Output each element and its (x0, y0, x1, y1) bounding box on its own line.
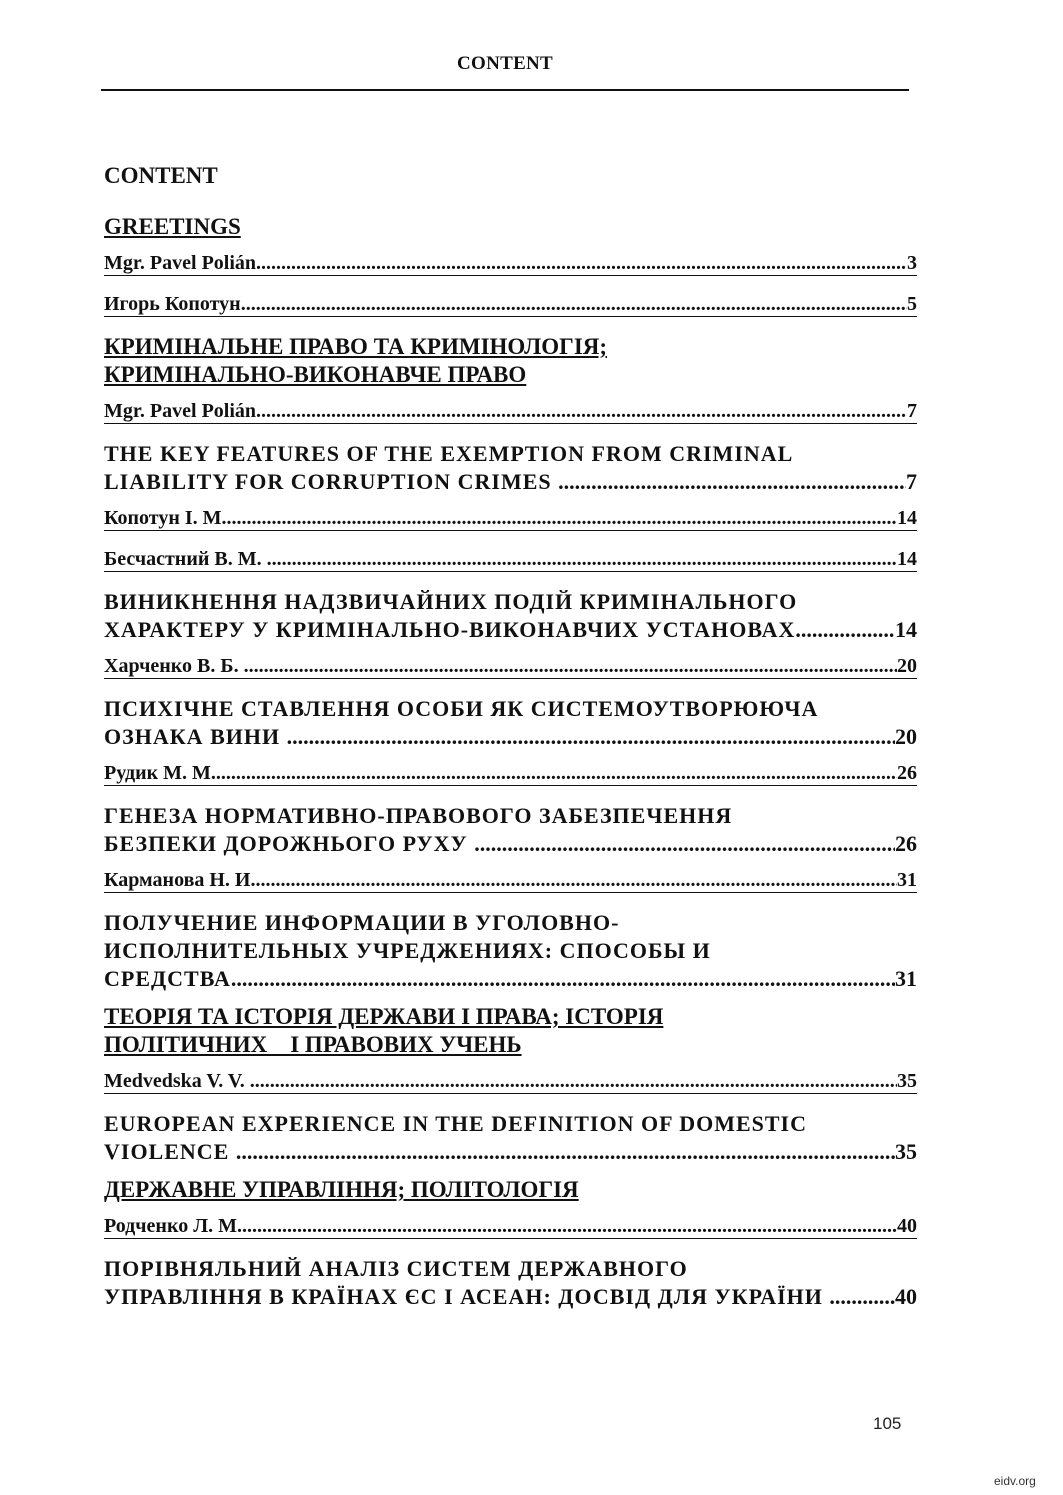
section-heading-line: ДЕРЖАВНЕ УПРАВЛІННЯ; ПОЛІТОЛОГІЯ (104, 1177, 579, 1202)
dot-leader (267, 547, 897, 571)
page-ref: 14 (897, 507, 917, 529)
page-ref: 14 (897, 548, 917, 570)
title-line: ПОЛУЧЕНИЕ ИНФОРМАЦИИ В УГОЛОВНО- (104, 910, 620, 935)
page-ref: 40 (897, 1215, 917, 1237)
dot-leader (795, 616, 895, 644)
toc-author-entry[interactable] (104, 1069, 917, 1094)
title-line: LIABILITY FOR CORRUPTION CRIMES (104, 469, 559, 494)
dot-leader (242, 1214, 897, 1238)
title-line: EUROPEAN EXPERIENCE IN THE DEFINITION OF DOMESTIC (104, 1111, 807, 1136)
toc-article-title[interactable] (104, 588, 917, 644)
table-of-contents (104, 157, 917, 1321)
toc-author-entry[interactable] (104, 506, 917, 531)
page-ref: 31 (897, 869, 917, 891)
dot-leader (256, 399, 907, 423)
toc-title: CONTENT (104, 163, 218, 188)
page-ref: 5 (907, 293, 917, 315)
toc-entries (104, 213, 917, 1311)
toc-author-entry[interactable] (104, 761, 917, 786)
toc-section-heading[interactable] (104, 213, 917, 241)
page-ref: 40 (895, 1284, 917, 1309)
section-heading-line: КРИМІНАЛЬНЕ ПРАВО ТА КРИМІНОЛОГІЯ; (104, 334, 608, 359)
dot-leader (558, 468, 906, 496)
header-rule (101, 89, 909, 91)
author-name: Mgr. Pavel Polián (104, 252, 257, 274)
author-name: Игорь Копотун (104, 293, 241, 315)
title-line: БЕЗПЕКИ ДОРОЖНЬОГО РУХУ (104, 831, 475, 856)
toc-author-entry[interactable] (104, 399, 917, 424)
toc-author-entry[interactable] (104, 547, 917, 572)
dot-leader (244, 654, 897, 678)
title-line: ВИНИКНЕННЯ НАДЗВИЧАЙНИХ ПОДІЙ КРИМІНАЛЬНОГО (104, 589, 798, 614)
page-ref: 35 (897, 1070, 917, 1092)
dot-leader (255, 868, 897, 892)
title-line: СРЕДСТВА (104, 966, 231, 991)
section-heading-line: GREETINGS (104, 214, 241, 239)
toc-author-entry[interactable] (104, 1214, 917, 1239)
toc-article-title[interactable] (104, 1255, 917, 1311)
author-name: Харченко В. Б. (104, 655, 244, 677)
title-line: ИСПОЛНИТЕЛЬНЫХ УЧРЕДЖЕНИЯХ: СПОСОБЫ И (104, 938, 711, 963)
dot-leader (216, 761, 897, 785)
page-ref: 20 (897, 655, 917, 677)
page-ref: 7 (907, 400, 917, 422)
dot-leader (241, 292, 907, 316)
running-header: CONTENT (456, 53, 554, 74)
toc-article-title[interactable] (104, 1110, 917, 1166)
page-ref: 26 (895, 831, 917, 856)
toc-section-heading[interactable] (104, 333, 917, 389)
author-name: Родченко Л. М. (104, 1215, 242, 1237)
dot-leader (231, 965, 895, 993)
title-line: ОЗНАКА ВИНИ (104, 724, 287, 749)
page-ref: 7 (906, 469, 917, 494)
title-line: ПСИХІЧНЕ СТАВЛЕННЯ ОСОБИ ЯК СИСТЕМОУТВОРЮЮЧА (104, 696, 819, 721)
dot-leader (227, 506, 897, 530)
title-line: ХАРАКТЕРУ У КРИМІНАЛЬНО-ВИКОНАВЧИХ УСТАНОВАХ (104, 617, 796, 642)
dot-leader (829, 1283, 895, 1311)
title-line: ГЕНЕЗА НОРМАТИВНО-ПРАВОВОГО ЗАБЕЗПЕЧЕННЯ (104, 803, 733, 828)
dot-leader (287, 723, 895, 751)
watermark: eidv.org (994, 1474, 1036, 1488)
toc-section-heading[interactable] (104, 1003, 917, 1059)
author-name: Бесчастний В. М. (104, 548, 267, 570)
toc-author-entry[interactable] (104, 292, 917, 317)
toc-author-entry[interactable] (104, 868, 917, 893)
title-line: ПОРІВНЯЛЬНИЙ АНАЛІЗ СИСТЕМ ДЕРЖАВНОГО (104, 1256, 688, 1281)
page-ref: 14 (895, 617, 917, 642)
toc-article-title[interactable] (104, 440, 917, 496)
toc-article-title[interactable] (104, 695, 917, 751)
author-name: Рудик М. М. (104, 762, 216, 784)
toc-article-title[interactable] (104, 802, 917, 858)
page-ref: 26 (897, 762, 917, 784)
toc-section-heading[interactable] (104, 1176, 917, 1204)
author-name: Mgr. Pavel Polián (104, 400, 257, 422)
title-line: THE KEY FEATURES OF THE EXEMPTION FROM CRIMINAL (104, 441, 794, 466)
page-ref: 20 (895, 724, 917, 749)
toc-author-entry[interactable] (104, 654, 917, 679)
dot-leader (474, 830, 895, 858)
page-number: 105 (873, 1414, 902, 1433)
section-heading-line: КРИМІНАЛЬНО-ВИКОНАВЧЕ ПРАВО (104, 362, 527, 387)
dot-leader (256, 251, 907, 275)
author-name: Копотун І. М. (104, 507, 227, 529)
page-ref: 3 (907, 252, 917, 274)
page-ref: 35 (895, 1139, 917, 1164)
section-heading-line: ТЕОРІЯ ТА ІСТОРІЯ ДЕРЖАВИ І ПРАВА; ІСТОРІЯ (104, 1004, 664, 1029)
title-line: VIOLENCE (104, 1139, 236, 1164)
author-name: Medvedska V. V. (104, 1070, 250, 1092)
toc-article-title[interactable] (104, 909, 917, 993)
author-name: Карманова Н. И. (104, 869, 256, 891)
dot-leader (250, 1069, 897, 1093)
title-line: УПРАВЛІННЯ В КРАЇНАХ ЄС І АСЕАН: ДОСВІД ДЛЯ УКРАЇНИ (104, 1284, 830, 1309)
section-heading-line: ПОЛІТИЧНИХ І ПРАВОВИХ УЧЕНЬ (104, 1032, 522, 1057)
page-ref: 31 (895, 966, 917, 991)
dot-leader (236, 1138, 895, 1166)
toc-author-entry[interactable] (104, 251, 917, 276)
